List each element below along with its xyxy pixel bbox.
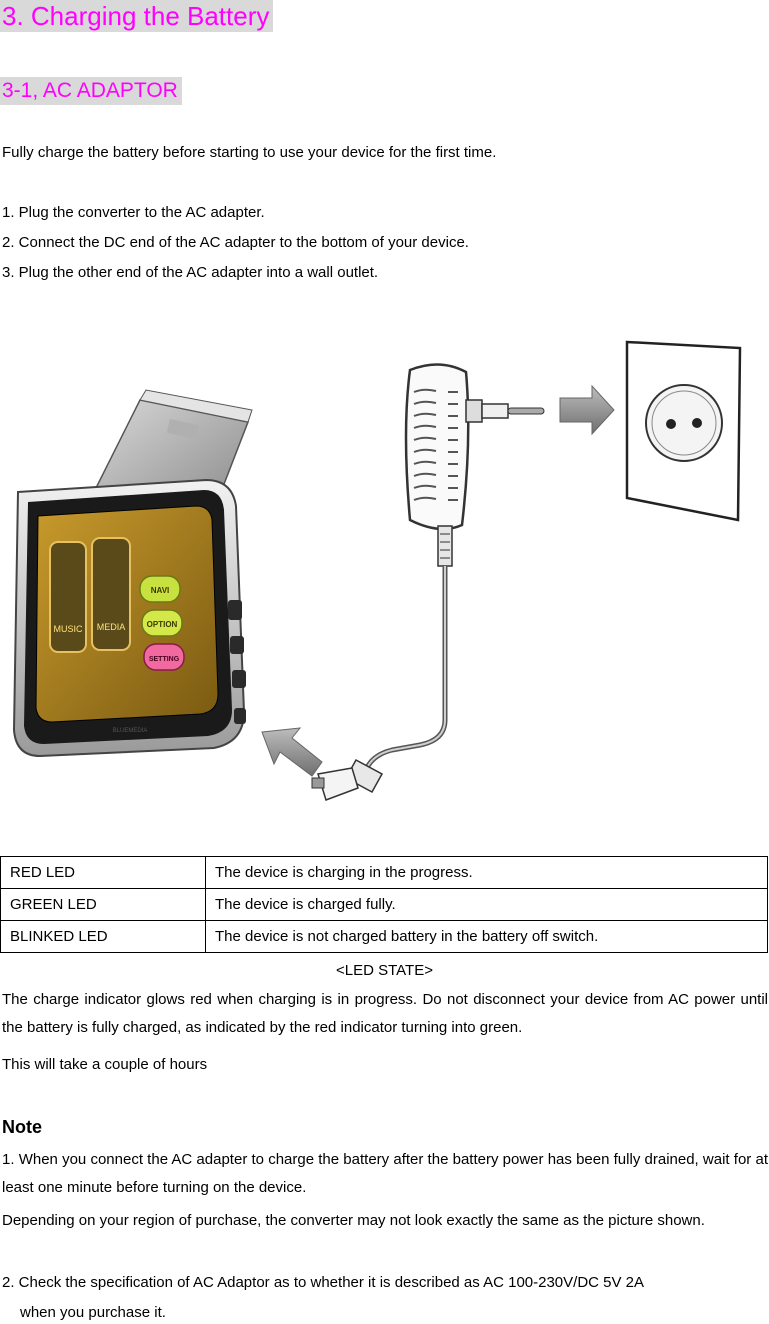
table-row: [1, 889, 768, 921]
arrow-up-left-icon: [262, 728, 322, 776]
led-desc-cell: The device is charged fully.: [206, 889, 768, 921]
note-2-line1: 2. Check the specification of AC Adaptor as to whether it is described as AC 100-230V/DC 5V 2A: [2, 1274, 645, 1291]
charging-illustration: [0, 330, 769, 820]
device-brand-label: BLUEMEDIA: [112, 728, 148, 734]
page-title: 3. Charging the Battery: [0, 0, 273, 32]
led-name-cell: RED LED: [1, 857, 206, 889]
table-row: [1, 857, 768, 889]
led-name-cell: BLINKED LED: [1, 921, 206, 953]
charge-info-text: The charge indicator glows red when charging is in progress. Do not disconnect your device from AC power until the battery is fully charged, as indicated by the red indicator turning into green.: [2, 991, 768, 1036]
note-region-text: Depending on your region of purchase, the converter may not look exactly the same as the picture shown.: [2, 1212, 705, 1229]
led-desc-cell: The device is not charged battery in the battery off switch.: [206, 921, 768, 953]
svg-text:MEDIA: MEDIA: [96, 622, 126, 632]
table-row: [1, 921, 768, 953]
svg-text:OPTION: OPTION: [146, 620, 178, 629]
ac-adapter-icon: [406, 364, 544, 566]
svg-text:MUSIC: MUSIC: [53, 624, 83, 634]
intro-text: Fully charge the battery before starting to use your device for the first time.: [2, 144, 497, 161]
note-title: Note: [2, 1117, 42, 1137]
note-2-line2: when you purchase it.: [20, 1304, 166, 1321]
arrow-right-icon: [560, 386, 614, 434]
duration-text: This will take a couple of hours: [2, 1056, 208, 1073]
led-state-table: [0, 856, 768, 953]
screen-tile-media: [92, 538, 130, 650]
led-name-cell: GREEN LED: [1, 889, 206, 921]
svg-text:NAVI: NAVI: [150, 586, 170, 595]
step-1: 1. Plug the converter to the AC adapter.: [2, 204, 265, 221]
step-3: 3. Plug the other end of the AC adapter into a wall outlet.: [2, 264, 379, 281]
led-desc-cell: The device is charging in the progress.: [206, 857, 768, 889]
step-2: 2. Connect the DC end of the AC adapter to the bottom of your device.: [2, 234, 469, 251]
screen-button-navi: [140, 576, 180, 602]
dc-plug-icon: [312, 760, 382, 800]
wall-outlet-icon: [627, 342, 740, 520]
note-1-text: 1. When you connect the AC adapter to charge the battery after the battery power has been fully drained, wait for at least one minute before turning on the device.: [2, 1151, 768, 1196]
screen-button-setting: [144, 644, 184, 670]
screen-tile-music: [50, 542, 86, 652]
svg-text:SETTING: SETTING: [148, 656, 180, 663]
section-title: 3-1, AC ADAPTOR: [0, 77, 182, 105]
screen-button-option: [142, 610, 182, 636]
table-caption: <LED STATE>: [336, 962, 433, 979]
